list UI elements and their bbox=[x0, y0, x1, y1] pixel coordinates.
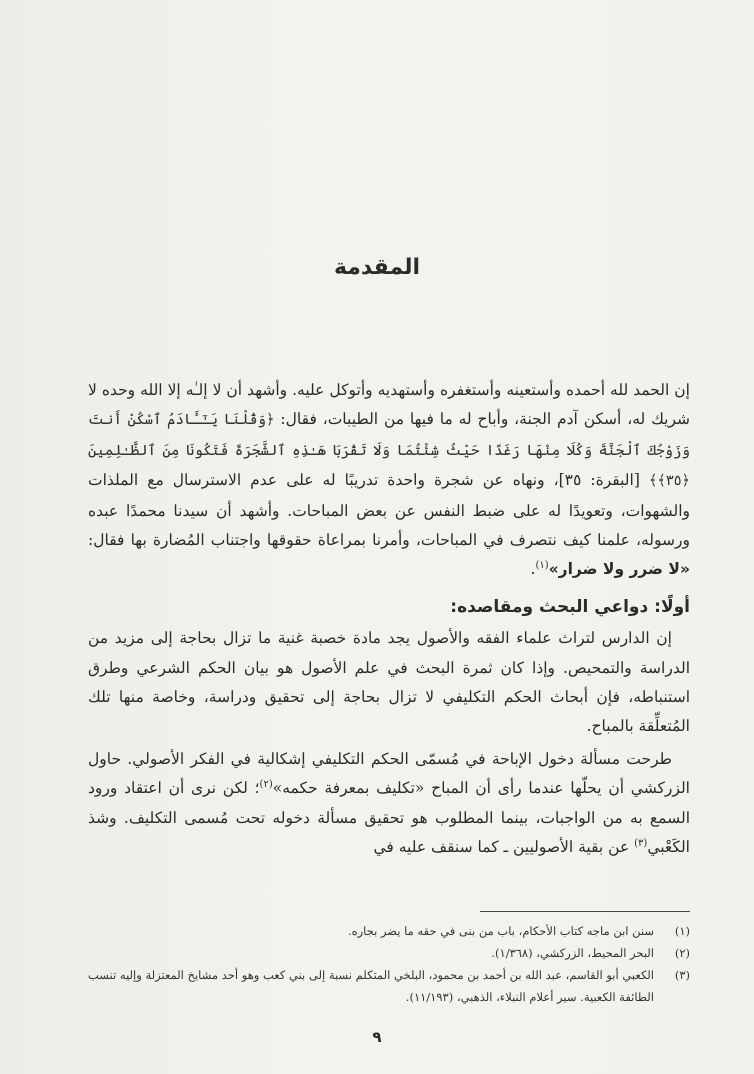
footnote-number: (٢) bbox=[674, 946, 690, 960]
footnote bbox=[88, 920, 690, 942]
section-paragraph-2-b: ؛ لكن نرى أن اعتقاد ورود السمع به من الواجبات، بينما المطلوب هو تحقيق مسألة دخوله تحت مُسمى التكليف. وشذ الكَعْبي bbox=[88, 779, 690, 857]
main-text bbox=[88, 376, 690, 863]
footnote-text: سنن ابن ماجه كتاب الأحكام، باب من بنى في حقه ما يضر بجاره. bbox=[347, 924, 654, 938]
section-paragraph-2-c: عن بقية الأصوليين ـ كما سنقف عليه في bbox=[373, 838, 635, 857]
quran-verse: ﴿وَقُلْنَا يَـٰٓـَٔادَمُ ٱسْكُنْ أَنتَ وَزَوْجُكَ ٱلْجَنَّةَ وَكُلَا مِنْهَا رَغَدًا حَيْثُ شِئْتُمَا وَلَا تَقْرَبَا هَـٰذِهِ ٱلشَّجَرَةَ فَتَكُونَا مِنَ ٱلظَّـٰلِمِينَ ﴿٣٥﴾﴾ bbox=[88, 412, 690, 490]
footnote-ref-3: (٣) bbox=[634, 837, 648, 849]
section-paragraph-1: إن الدارس لتراث علماء الفقه والأصول يجد مادة خصبة غنية ما تزال بحاجة إلى مزيد من الدراسة والتمحيص. وإذا كان ثمرة البحث في علم الأصول هو بيان الحكم الشرعي وطرق استنباطه، فإن أبحاث الحكم التكليفي لا تزال بحاجة إلى تحقيق ودراسة، وخاصة منها تلك المُتعلِّقة بالمباح. bbox=[88, 629, 690, 736]
section-paragraph-2 bbox=[88, 745, 690, 863]
intro-text: إن الحمد لله أحمده وأستعينه وأستغفره وأستهديه وأتوكل عليه. وأشهد أن لا إلـٰه إلا الله وحده لا شريك له، أسكن آدم الجنة، وأباح له ما فيها من الطيبات، فقال: bbox=[88, 381, 691, 429]
footnote-ref-1: (١) bbox=[535, 560, 549, 572]
footnote-text: الكعبي أبو القاسم، عبد الله بن أحمد بن محمود، البلخي المتكلم نسبة إلى بني كعب وهو أحد مشايخ المعتزلة وإليه تنسب الطائفة الكعبية. سير أعلام النبلاء، الذهبي، (١١/١٩٣). bbox=[88, 968, 654, 1004]
footnotes bbox=[88, 920, 690, 1008]
page-number: ٩ bbox=[372, 1028, 382, 1046]
footnote-number: (١) bbox=[674, 924, 690, 938]
footnote-ref-2: (٢) bbox=[259, 779, 273, 791]
section-heading: أولًا: دواعي البحث ومقاصده: bbox=[450, 596, 690, 617]
footnote-text: البحر المحيط، الزركشي، (١/٣٦٨). bbox=[491, 946, 654, 960]
footnote-number: (٣) bbox=[674, 968, 690, 982]
hadith-quote: «لا ضرر ولا ضرار» bbox=[548, 560, 690, 579]
intro-end: . bbox=[530, 560, 536, 579]
intro-text-continued: [البقرة: ٣٥]، ونهاه عن شجرة واحدة تدريبًا له على عدم الاسترسال مع الملذات والشهوات، وتعويدًا له على ضبط النفس عن بعض المباحات. وأشهد أن سيدنا محمدًا عبده ورسوله، علمنا كيف نتصرف في المباحات، وأمرنا بمراعاة حقوقها واجتناب المُضارة بها فقال: bbox=[88, 471, 690, 550]
page-title: المقدمة bbox=[333, 255, 421, 280]
footnote-divider bbox=[480, 911, 690, 912]
intro-paragraph bbox=[88, 376, 690, 585]
footnote bbox=[88, 964, 690, 1008]
footnote bbox=[88, 942, 690, 964]
section-paragraph-2-a: طرحت مسألة دخول الإباحة في مُسمّى الحكم التكليفي إشكالية في الفكر الأصولي. حاول الزركشي أن يحلّها عندما رأى أن المباح «تكليف بمعرفة حكمه» bbox=[88, 749, 690, 798]
